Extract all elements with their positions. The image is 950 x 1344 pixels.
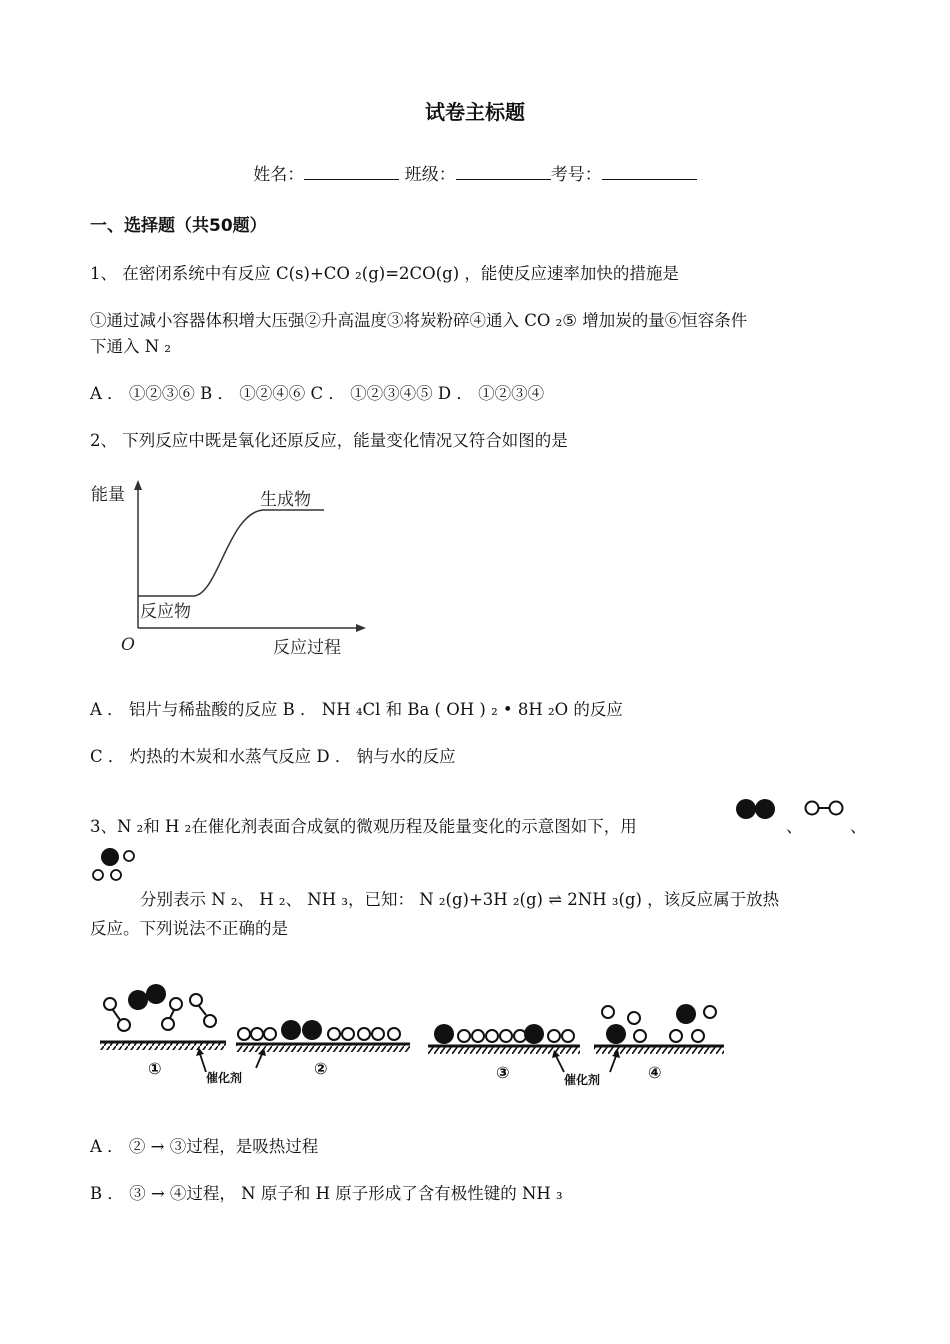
energy-diagram xyxy=(88,478,368,663)
section-heading: 一、选择题（共50题） xyxy=(90,216,267,236)
nh3-molecule-icon xyxy=(88,844,138,884)
h2-molecule-icon xyxy=(802,797,850,821)
name-blank[interactable] xyxy=(304,163,399,180)
q3-option-a: A ． ② → ③过程，是吸热过程 xyxy=(90,1137,319,1156)
ammonia-synthesis-diagram xyxy=(98,982,738,1092)
step-3-label: ③ xyxy=(496,1063,510,1082)
reactant-label: 反应物 xyxy=(140,602,191,622)
class-blank[interactable] xyxy=(456,163,551,180)
q3-stem-line3: 反应。下列说法不正确的是 xyxy=(90,919,288,938)
step-1-label: ① xyxy=(148,1059,162,1078)
q3-stem-line1: 3、N ₂和 H ₂在催化剂表面合成氨的微观历程及能量变化的示意图如下，用 xyxy=(90,817,637,836)
x-axis-label: 反应过程 xyxy=(273,638,341,658)
step-4-label: ④ xyxy=(648,1063,662,1082)
catalyst-label-2: 催化剂 xyxy=(564,1073,601,1087)
page-title: 试卷主标题 xyxy=(425,100,525,124)
q3-option-b: B ． ③ → ④过程， N 原子和 H 原子形成了含有极性键的 NH ₃ xyxy=(90,1184,563,1203)
q3-separator-2: 、 xyxy=(850,817,867,836)
energy-curve xyxy=(138,510,324,596)
id-blank[interactable] xyxy=(602,163,697,180)
q1-stem: 1、 在密闭系统中有反应 C(s)+CO ₂(g)=2CO(g) ，能使反应速率加快的措施是 xyxy=(90,264,679,283)
q1-conditions-line2: 下通入 N ₂ xyxy=(90,337,172,356)
n2-molecule-icon xyxy=(732,797,786,823)
class-label: 班级： xyxy=(404,165,456,185)
q2-options-line2: C ． 灼热的木炭和水蒸气反应 D ． 钠与水的反应 xyxy=(90,747,456,766)
q2-options-line1: A ． 铝片与稀盐酸的反应 B ． NH ₄Cl 和 Ba ( OH ) ₂ • 8H ₂O 的反应 xyxy=(90,700,623,719)
student-info xyxy=(0,160,950,185)
id-label: 考号： xyxy=(550,165,602,185)
y-axis-label: 能量 xyxy=(91,485,125,505)
q1-options: A ． ①②③⑥ B ． ①②④⑥ C ． ①②③④⑤ D ． ①②③④ xyxy=(90,384,545,403)
name-label: 姓名： xyxy=(253,165,305,185)
step-2-label: ② xyxy=(314,1059,328,1078)
product-label: 生成物 xyxy=(260,490,311,510)
q2-stem: 2、 下列反应中既是氧化还原反应，能量变化情况又符合如图的是 xyxy=(90,431,568,450)
q3-stem-line2: 分别表示 N ₂、 H ₂、 NH ₃，已知： N ₂(g)+3H ₂(g) ⇌ 2NH ₃(g) ，该反应属于放热 xyxy=(140,890,780,909)
catalyst-label-1: 催化剂 xyxy=(206,1071,243,1085)
q1-conditions-line1: ①通过减小容器体积增大压强②升高温度③将炭粉碎④通入 CO ₂⑤ 增加炭的量⑥恒容条件 xyxy=(90,311,748,330)
q3-separator-1: 、 xyxy=(786,817,803,836)
origin-label: O xyxy=(121,635,135,655)
